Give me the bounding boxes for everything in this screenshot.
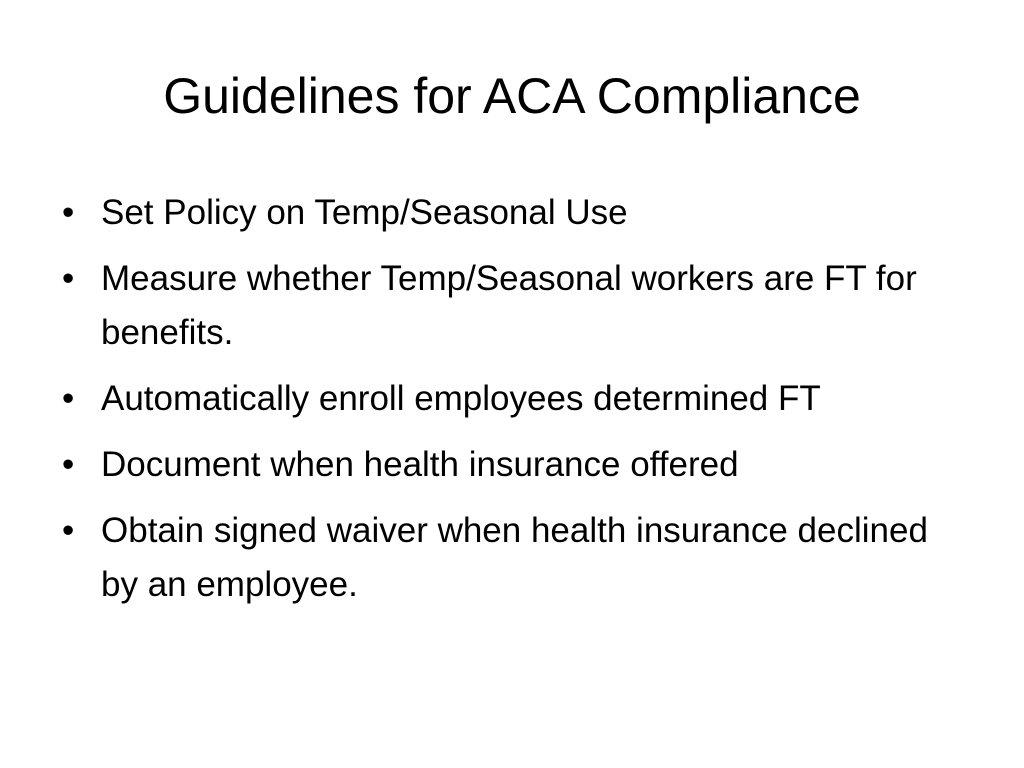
bullet-icon: • [62,379,75,418]
bullet-icon: • [62,445,75,484]
bullet-item-signed-waiver [56,504,966,612]
bullet-text: Obtain signed waiver when health insurance declined by an employee. [101,511,928,604]
bullet-item-set-policy [56,186,966,240]
bullet-icon: • [62,259,75,298]
bullet-list [56,186,966,624]
bullet-icon: • [62,193,75,232]
bullet-icon: • [62,511,75,550]
bullet-text: Set Policy on Temp/Seasonal Use [101,193,628,232]
bullet-text: Measure whether Temp/Seasonal workers are FT for benefits. [101,259,917,352]
bullet-text: Document when health insurance offered [101,445,739,484]
slide-title: Guidelines for ACA Compliance [163,68,861,124]
bullet-item-document-offer [56,438,966,492]
bullet-item-measure-workers [56,252,966,360]
bullet-item-auto-enroll [56,372,966,426]
bullet-text: Automatically enroll employees determined FT [101,379,821,418]
